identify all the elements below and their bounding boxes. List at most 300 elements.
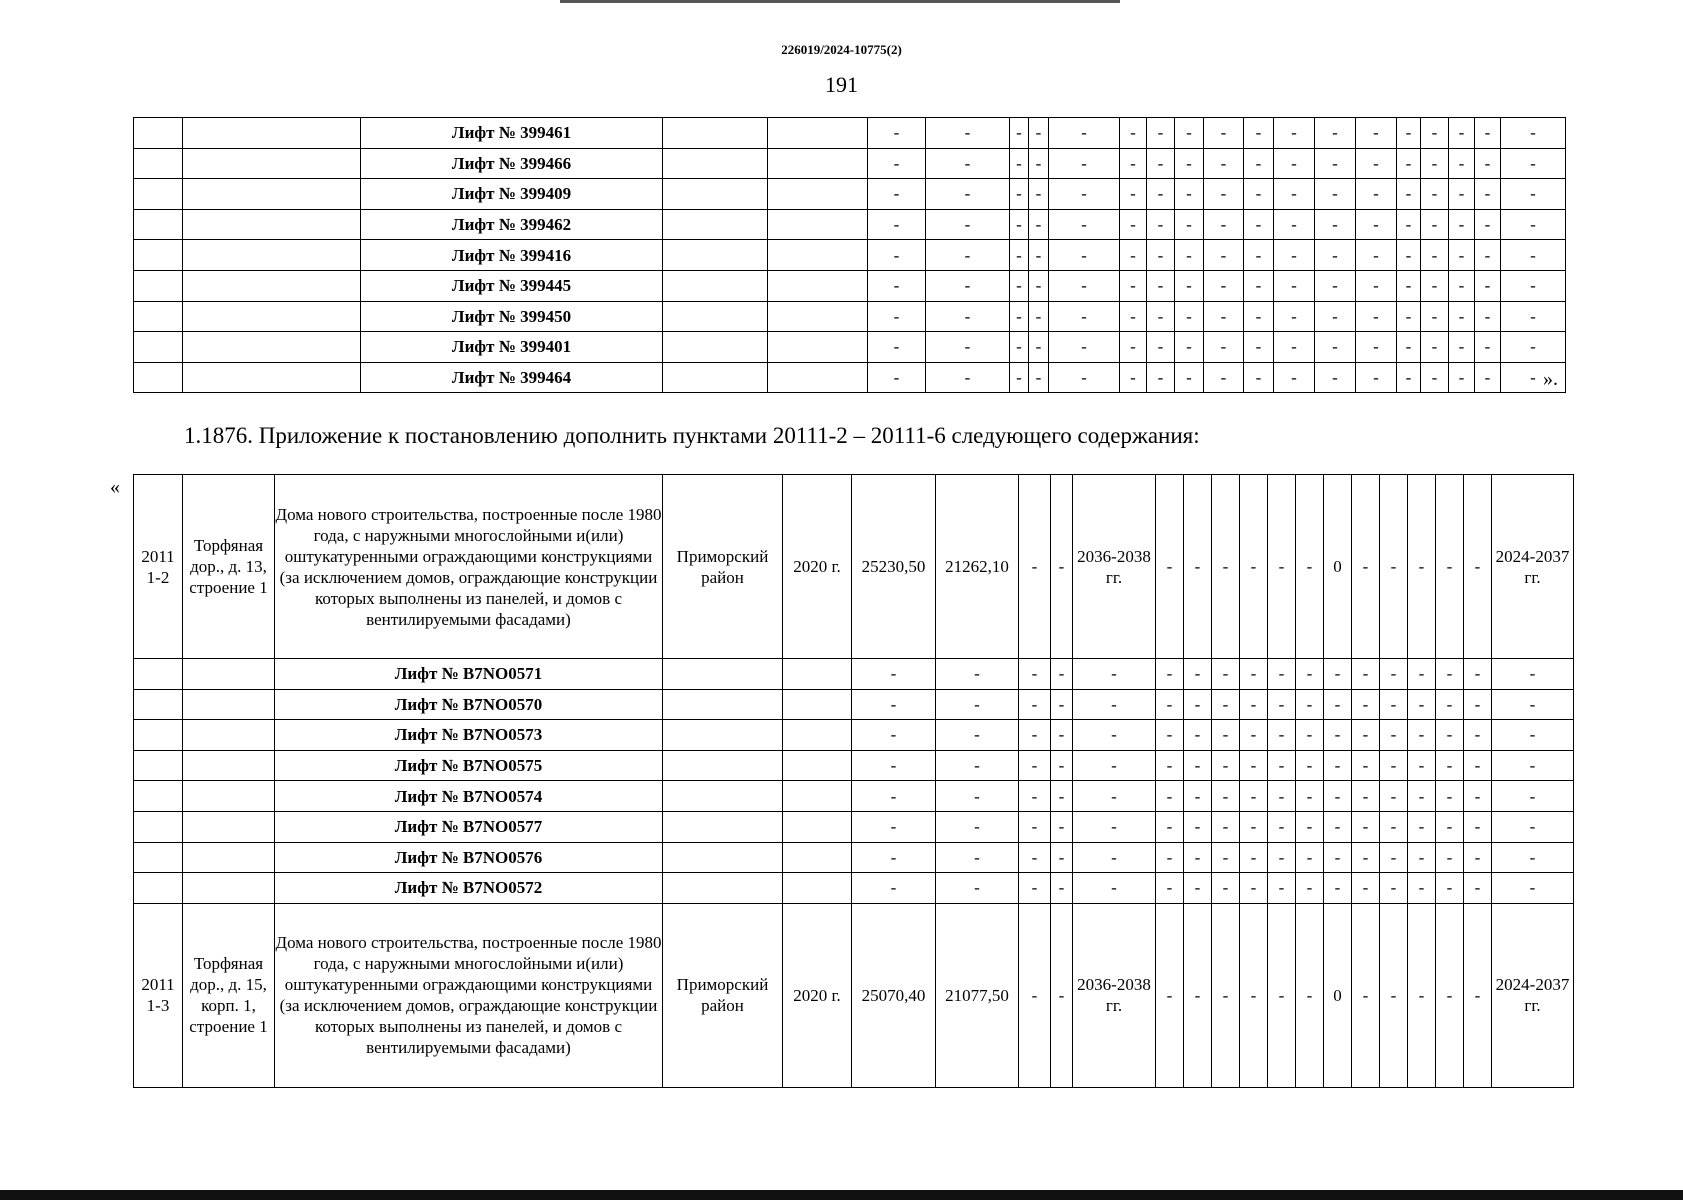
empty-cell <box>663 179 768 210</box>
dash-cell: - <box>1436 720 1464 751</box>
dash-cell: - <box>1449 332 1475 363</box>
dash-cell: - <box>1156 873 1184 904</box>
empty-cell <box>663 811 783 842</box>
dash-cell: - <box>1010 209 1029 240</box>
dash-cell: - <box>1492 811 1574 842</box>
item-number-cell: 2011 1-3 <box>134 903 183 1087</box>
dash-cell: - <box>1501 240 1566 271</box>
dash-cell: - <box>1029 148 1049 179</box>
empty-cell <box>768 240 868 271</box>
dash-cell: - <box>1244 332 1274 363</box>
dash-cell: - <box>1212 873 1240 904</box>
dash-cell: - <box>852 811 936 842</box>
dash-cell: - <box>1436 903 1464 1087</box>
dash-cell: - <box>1147 332 1175 363</box>
lift-row <box>134 842 1574 873</box>
dash-cell: - <box>1184 781 1212 812</box>
empty-cell <box>183 659 275 690</box>
dash-cell: - <box>1147 118 1175 149</box>
description-cell: Дома нового строительства, построенные после 1980 года, с наружными многослойными и(или) оштукатуренными ограждающими конструкциями (за исключением домов, ограждающие конструкции которых выполнены из панелей, и домов с вентилируемыми фасадами) <box>275 903 663 1087</box>
dash-cell: - <box>1436 811 1464 842</box>
dash-cell: - <box>926 179 1010 210</box>
dash-cell: - <box>1212 689 1240 720</box>
dash-cell: - <box>868 332 926 363</box>
dash-cell: - <box>852 750 936 781</box>
dash-cell: - <box>1397 118 1421 149</box>
dash-cell: - <box>1380 659 1408 690</box>
dash-cell: - <box>1073 842 1156 873</box>
dash-cell: - <box>936 781 1019 812</box>
dash-cell: - <box>1356 240 1397 271</box>
dash-cell: - <box>852 873 936 904</box>
continued-lift-table <box>133 117 1566 393</box>
empty-cell <box>663 301 768 332</box>
lift-row <box>134 659 1574 690</box>
lift-name-cell: Лифт № 399409 <box>361 179 663 210</box>
dash-cell: - <box>1501 270 1566 301</box>
dash-cell: - <box>1073 750 1156 781</box>
dash-cell: - <box>1029 118 1049 149</box>
empty-cell <box>134 270 183 301</box>
dash-cell: - <box>1421 332 1449 363</box>
dash-cell: - <box>1464 689 1492 720</box>
dash-cell: - <box>926 270 1010 301</box>
dash-cell: - <box>1268 781 1296 812</box>
opening-quote: « <box>110 476 120 498</box>
dash-cell: - <box>1315 362 1356 393</box>
dash-cell: - <box>868 209 926 240</box>
empty-cell <box>183 301 361 332</box>
dash-cell: - <box>1240 903 1268 1087</box>
page-number: 191 <box>825 72 858 97</box>
dash-cell: - <box>1156 720 1184 751</box>
dash-cell: - <box>1204 240 1244 271</box>
dash-cell: - <box>1019 475 1051 659</box>
dash-cell: - <box>1397 209 1421 240</box>
lift-row <box>134 811 1574 842</box>
dash-cell: - <box>1421 270 1449 301</box>
dash-cell: - <box>1352 811 1380 842</box>
scan-top-edge <box>560 0 1120 3</box>
dash-cell: - <box>1296 659 1324 690</box>
dash-cell: - <box>1436 842 1464 873</box>
dash-cell: - <box>1147 179 1175 210</box>
dash-cell: - <box>1356 179 1397 210</box>
dash-cell: - <box>1184 903 1212 1087</box>
lift-name-cell: Лифт № В7NO0574 <box>275 781 663 812</box>
dash-cell: - <box>1019 689 1051 720</box>
lift-name-cell: Лифт № В7NO0572 <box>275 873 663 904</box>
dash-cell: - <box>1296 781 1324 812</box>
dash-cell: - <box>1449 179 1475 210</box>
dash-cell: - <box>1051 781 1073 812</box>
dash-cell: - <box>1408 811 1436 842</box>
lift-name-cell: Лифт № 399461 <box>361 118 663 149</box>
dash-cell: - <box>1352 475 1380 659</box>
dash-cell: - <box>1296 720 1324 751</box>
year-cell: 2020 г. <box>783 903 852 1087</box>
dash-cell: - <box>1408 873 1436 904</box>
dash-cell: - <box>1352 689 1380 720</box>
empty-cell <box>663 209 768 240</box>
dash-cell: - <box>1010 332 1029 363</box>
dash-cell: - <box>1315 332 1356 363</box>
dash-cell: - <box>1380 873 1408 904</box>
dash-cell: - <box>1268 750 1296 781</box>
address-cell: Торфяная дор., д. 13, строение 1 <box>183 475 275 659</box>
empty-cell <box>183 873 275 904</box>
empty-cell <box>183 720 275 751</box>
lift-name-cell: Лифт № 399464 <box>361 362 663 393</box>
dash-cell: - <box>1449 362 1475 393</box>
dash-cell: - <box>1449 148 1475 179</box>
dash-cell: - <box>1147 209 1175 240</box>
dash-cell: - <box>1436 873 1464 904</box>
dash-cell: - <box>1296 842 1324 873</box>
dash-cell: - <box>1120 209 1147 240</box>
dash-cell: - <box>1449 209 1475 240</box>
empty-cell <box>783 811 852 842</box>
empty-cell <box>783 781 852 812</box>
empty-cell <box>663 781 783 812</box>
dash-cell: - <box>1436 475 1464 659</box>
dash-cell: - <box>1324 811 1352 842</box>
dash-cell: - <box>1049 240 1120 271</box>
dash-cell: - <box>1315 270 1356 301</box>
district-cell: Приморский район <box>663 475 783 659</box>
period-cell: 2024-2037 гг. <box>1492 475 1574 659</box>
dash-cell: - <box>1184 811 1212 842</box>
empty-cell <box>768 362 868 393</box>
empty-cell <box>134 148 183 179</box>
dash-cell: - <box>1356 148 1397 179</box>
dash-cell: - <box>1240 750 1268 781</box>
dash-cell: - <box>1274 301 1315 332</box>
empty-cell <box>768 118 868 149</box>
dash-cell: - <box>1492 720 1574 751</box>
dash-cell: - <box>1380 720 1408 751</box>
dash-cell: - <box>926 148 1010 179</box>
empty-cell <box>134 811 183 842</box>
dash-cell: - <box>868 270 926 301</box>
dash-cell: - <box>1421 240 1449 271</box>
dash-cell: - <box>1397 270 1421 301</box>
dash-cell: - <box>1274 332 1315 363</box>
dash-cell: - <box>1051 903 1073 1087</box>
dash-cell: - <box>1204 179 1244 210</box>
lift-name-cell: Лифт № В7NO0575 <box>275 750 663 781</box>
empty-cell <box>663 689 783 720</box>
dash-cell: - <box>1296 903 1324 1087</box>
table-row <box>134 240 1566 271</box>
dash-cell: - <box>1010 301 1029 332</box>
dash-cell: - <box>1204 362 1244 393</box>
dash-cell: - <box>868 179 926 210</box>
dash-cell: - <box>1240 720 1268 751</box>
table-row <box>134 179 1566 210</box>
dash-cell: - <box>1051 873 1073 904</box>
description-cell: Дома нового строительства, построенные после 1980 года, с наружными многослойными и(или) оштукатуренными ограждающими конструкциями (за исключением домов, ограждающие конструкции которых выполнены из панелей, и домов с вентилируемыми фасадами) <box>275 475 663 659</box>
dash-cell: - <box>1324 689 1352 720</box>
dash-cell: - <box>926 209 1010 240</box>
dash-cell: - <box>1449 240 1475 271</box>
lift-name-cell: Лифт № 399462 <box>361 209 663 240</box>
empty-cell <box>183 270 361 301</box>
dash-cell: - <box>1175 332 1204 363</box>
dash-cell: - <box>1244 118 1274 149</box>
dash-cell: - <box>1274 118 1315 149</box>
dash-cell: - <box>1408 903 1436 1087</box>
dash-cell: - <box>1268 873 1296 904</box>
table-row <box>134 362 1566 393</box>
dash-cell: - <box>1475 362 1501 393</box>
dash-cell: - <box>1356 118 1397 149</box>
dash-cell: - <box>1049 148 1120 179</box>
dash-cell: - <box>1051 689 1073 720</box>
dash-cell: - <box>1156 781 1184 812</box>
dash-cell: - <box>1408 475 1436 659</box>
empty-cell <box>134 873 183 904</box>
dash-cell: - <box>1051 659 1073 690</box>
empty-cell <box>183 781 275 812</box>
dash-cell: - <box>1475 118 1501 149</box>
dash-cell: - <box>1120 301 1147 332</box>
empty-cell <box>663 362 768 393</box>
dash-cell: - <box>1240 781 1268 812</box>
lift-name-cell: Лифт № В7NO0570 <box>275 689 663 720</box>
dash-cell: - <box>1120 362 1147 393</box>
dash-cell: - <box>1464 873 1492 904</box>
dash-cell: - <box>1212 781 1240 812</box>
lift-row <box>134 720 1574 751</box>
lift-row <box>134 689 1574 720</box>
dash-cell: - <box>1492 689 1574 720</box>
empty-cell <box>768 332 868 363</box>
dash-cell: - <box>868 118 926 149</box>
dash-cell: - <box>936 750 1019 781</box>
empty-cell <box>663 659 783 690</box>
dash-cell: - <box>1120 148 1147 179</box>
dash-cell: - <box>1464 659 1492 690</box>
dash-cell: - <box>1397 179 1421 210</box>
empty-cell <box>183 240 361 271</box>
dash-cell: - <box>1156 750 1184 781</box>
dash-cell: - <box>1240 811 1268 842</box>
lift-row <box>134 873 1574 904</box>
dash-cell: - <box>1010 270 1029 301</box>
dash-cell: - <box>1120 179 1147 210</box>
dash-cell: - <box>1421 179 1449 210</box>
dash-cell: - <box>1356 301 1397 332</box>
dash-cell: - <box>1274 148 1315 179</box>
empty-cell <box>663 332 768 363</box>
dash-cell: - <box>1436 659 1464 690</box>
empty-cell <box>783 659 852 690</box>
dash-cell: - <box>1073 689 1156 720</box>
empty-cell <box>663 750 783 781</box>
table-row <box>134 301 1566 332</box>
dash-cell: - <box>852 781 936 812</box>
dash-cell: - <box>1421 148 1449 179</box>
dash-cell: - <box>1324 720 1352 751</box>
dash-cell: - <box>1449 118 1475 149</box>
dash-cell: - <box>1324 659 1352 690</box>
dash-cell: - <box>1184 475 1212 659</box>
dash-cell: - <box>1212 475 1240 659</box>
dash-cell: - <box>1175 362 1204 393</box>
dash-cell: - <box>1212 903 1240 1087</box>
dash-cell: - <box>1184 750 1212 781</box>
dash-cell: - <box>1156 811 1184 842</box>
dash-cell: - <box>1019 720 1051 751</box>
dash-cell: - <box>1475 332 1501 363</box>
empty-cell <box>134 240 183 271</box>
lift-row <box>134 750 1574 781</box>
dash-cell: - <box>1244 179 1274 210</box>
dash-cell: - <box>1380 475 1408 659</box>
empty-cell <box>134 301 183 332</box>
dash-cell: - <box>1175 118 1204 149</box>
dash-cell: - <box>926 362 1010 393</box>
lift-row <box>134 781 1574 812</box>
dash-cell: - <box>1274 362 1315 393</box>
empty-cell <box>134 720 183 751</box>
dash-cell: - <box>1240 842 1268 873</box>
dash-cell: - <box>1073 811 1156 842</box>
dash-cell: - <box>1240 873 1268 904</box>
dash-cell: - <box>1352 873 1380 904</box>
dash-cell: - <box>1436 689 1464 720</box>
empty-cell <box>663 720 783 751</box>
dash-cell: - <box>1397 301 1421 332</box>
dash-cell: - <box>1212 720 1240 751</box>
dash-cell: - <box>1268 811 1296 842</box>
total-area-cell: 25070,40 <box>852 903 936 1087</box>
dash-cell: - <box>1268 720 1296 751</box>
year-cell: 2020 г. <box>783 475 852 659</box>
empty-cell <box>183 179 361 210</box>
dash-cell: - <box>1184 659 1212 690</box>
empty-cell <box>134 362 183 393</box>
dash-cell: - <box>1324 781 1352 812</box>
dash-cell: - <box>1010 362 1029 393</box>
empty-cell <box>783 689 852 720</box>
dash-cell: - <box>1324 873 1352 904</box>
dash-cell: - <box>1268 659 1296 690</box>
dash-cell: - <box>1175 179 1204 210</box>
lift-name-cell: Лифт № 399445 <box>361 270 663 301</box>
empty-cell <box>183 842 275 873</box>
dash-cell: - <box>1051 475 1073 659</box>
empty-cell <box>663 873 783 904</box>
dash-cell: - <box>1501 209 1566 240</box>
empty-cell <box>183 148 361 179</box>
empty-cell <box>183 118 361 149</box>
empty-cell <box>783 720 852 751</box>
lift-name-cell: Лифт № 399466 <box>361 148 663 179</box>
empty-cell <box>134 842 183 873</box>
table-row <box>134 148 1566 179</box>
empty-cell <box>783 873 852 904</box>
dash-cell: - <box>1397 362 1421 393</box>
dash-cell: - <box>1049 209 1120 240</box>
table-row <box>134 118 1566 149</box>
house-row <box>134 475 1574 659</box>
dash-cell: - <box>1397 332 1421 363</box>
dash-cell: - <box>1352 659 1380 690</box>
dash-cell: - <box>1380 750 1408 781</box>
dash-cell: - <box>1274 179 1315 210</box>
dash-cell: - <box>1464 811 1492 842</box>
dash-cell: - <box>1029 240 1049 271</box>
empty-cell <box>663 148 768 179</box>
dash-cell: - <box>1147 148 1175 179</box>
dash-cell: - <box>1051 842 1073 873</box>
dash-cell: - <box>1315 209 1356 240</box>
dash-cell: - <box>1147 240 1175 271</box>
dash-cell: - <box>1240 689 1268 720</box>
dash-cell: - <box>1029 332 1049 363</box>
dash-cell: - <box>1492 781 1574 812</box>
dash-cell: - <box>868 240 926 271</box>
dash-cell: - <box>1274 209 1315 240</box>
clause-heading: 1.1876. Приложение к постановлению дополнить пунктами 20111-2 – 20111-6 следующего содержания: <box>184 423 1200 448</box>
dash-cell: - <box>1049 179 1120 210</box>
dash-cell: - <box>1449 270 1475 301</box>
dash-cell: - <box>1019 659 1051 690</box>
dash-cell: - <box>1492 659 1574 690</box>
value-cell: 0 <box>1324 475 1352 659</box>
dash-cell: - <box>1380 781 1408 812</box>
dash-cell: - <box>852 659 936 690</box>
dash-cell: - <box>1212 811 1240 842</box>
empty-cell <box>183 811 275 842</box>
dash-cell: - <box>1501 118 1566 149</box>
living-area-cell: 21077,50 <box>936 903 1019 1087</box>
empty-cell <box>183 689 275 720</box>
dash-cell: - <box>926 301 1010 332</box>
empty-cell <box>134 689 183 720</box>
empty-cell <box>134 209 183 240</box>
scan-bottom-edge <box>0 1190 1683 1200</box>
empty-cell <box>783 842 852 873</box>
dash-cell: - <box>1268 903 1296 1087</box>
dash-cell: - <box>1421 209 1449 240</box>
dash-cell: - <box>1501 301 1566 332</box>
dash-cell: - <box>1212 842 1240 873</box>
dash-cell: - <box>1049 301 1120 332</box>
dash-cell: - <box>1244 148 1274 179</box>
dash-cell: - <box>1175 240 1204 271</box>
dash-cell: - <box>1408 689 1436 720</box>
dash-cell: - <box>1408 659 1436 690</box>
dash-cell: - <box>868 301 926 332</box>
dash-cell: - <box>868 362 926 393</box>
dash-cell: - <box>1184 720 1212 751</box>
dash-cell: - <box>1051 750 1073 781</box>
empty-cell <box>663 270 768 301</box>
dash-cell: - <box>1475 148 1501 179</box>
dash-cell: - <box>1049 332 1120 363</box>
dash-cell: - <box>1204 148 1244 179</box>
dash-cell: - <box>1244 209 1274 240</box>
empty-cell <box>768 148 868 179</box>
dash-cell: - <box>1204 209 1244 240</box>
dash-cell: - <box>1120 270 1147 301</box>
dash-cell: - <box>1475 240 1501 271</box>
dash-cell: - <box>1274 240 1315 271</box>
dash-cell: - <box>1356 270 1397 301</box>
